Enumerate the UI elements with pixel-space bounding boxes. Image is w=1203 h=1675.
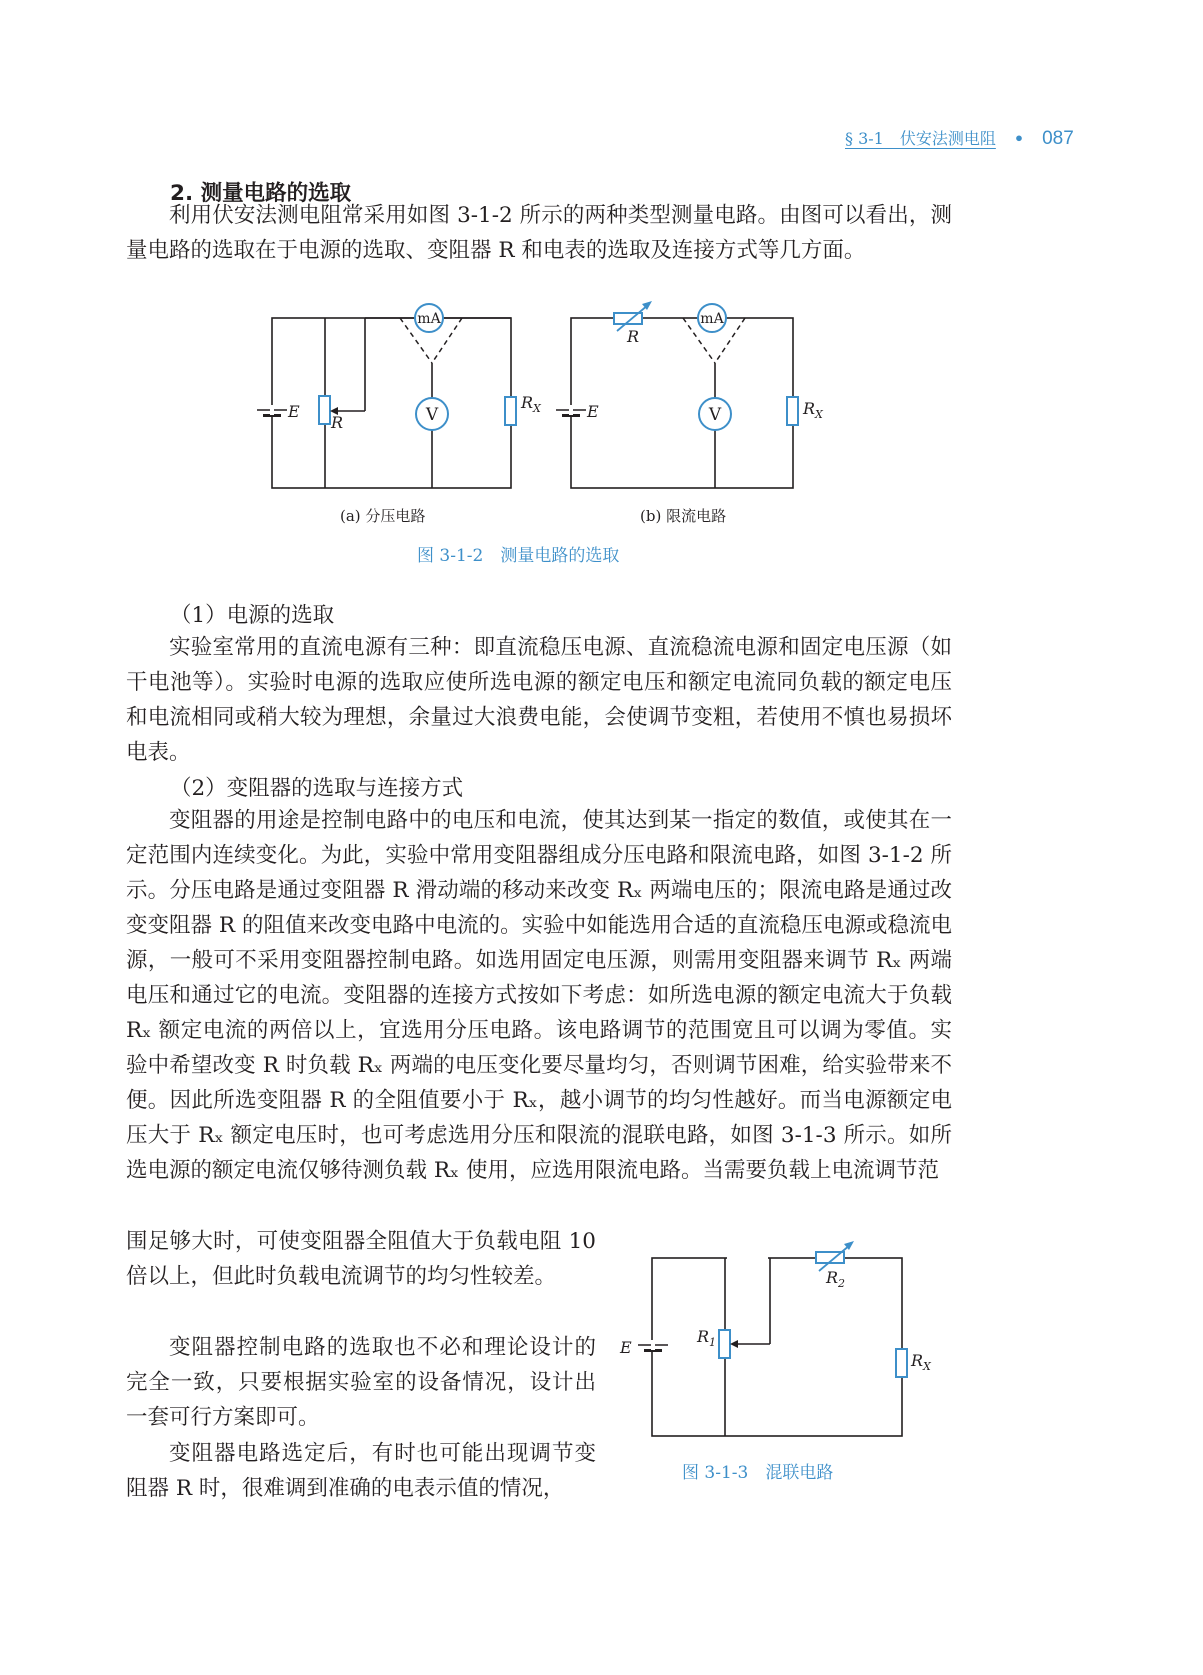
figure-b-subcaption: (b) 限流电路 xyxy=(640,507,727,525)
paragraph-1: 实验室常用的直流电源有三种：即直流稳压电源、直流稳流电源和固定电压源（如干电池等）。实验时电源的选取应使所选电源的额定电压和额定电流同负载的额定电压和电流相同或稍大较为理想，余量过大浪费电能，会使调节变粗，若使用不慎也易损坏电表。 xyxy=(126,635,952,765)
intro-paragraph: 利用伏安法测电阻常采用如图 3-1-2 所示的两种类型测量电路。由图可以看出，测量电路的选取在于电源的选取、变阻器 R 和电表的选取及连接方式等几方面。 xyxy=(126,203,952,263)
circuit-mixed-label-R1: $R_1$ xyxy=(697,1327,717,1349)
circuit-b-label-E: E xyxy=(587,402,599,421)
circuit-mixed-label-E: E xyxy=(620,1338,632,1357)
subheading-power-supply: （1）电源的选取 xyxy=(170,603,335,628)
circuit-mixed-label-Rx: $R_X$ xyxy=(911,1351,931,1373)
circuit-mixed xyxy=(619,1241,932,1436)
figure-3-1-3-caption: 图 3-1-3 混联电路 xyxy=(682,1463,834,1483)
paragraph-1-block xyxy=(126,630,952,770)
circuit-b-milliammeter-label: mA xyxy=(700,311,724,327)
circuit-a-voltage-divider xyxy=(257,304,542,488)
circuit-a-label-E: E xyxy=(288,402,300,421)
circuit-b-label-Rx: $R_X$ xyxy=(803,399,823,421)
circuit-mixed-label-R2: $R_2$ xyxy=(826,1268,846,1290)
paragraph-3: 变阻器控制电路的选取也不必和理论设计的完全一致，只要根据实验室的设备情况，设计出一套可行方案即可。 xyxy=(126,1335,596,1430)
paragraph-2-cont-block xyxy=(126,1224,596,1294)
page-number: 087 xyxy=(1042,128,1074,149)
circuit-b-current-limiting xyxy=(556,301,824,488)
circuit-a-label-Rx: $R_X$ xyxy=(521,393,541,415)
circuit-b-voltmeter-label: V xyxy=(708,405,722,425)
paragraph-2-cont: 围足够大时，可使变阻器全阻值大于负载电阻 10 倍以上，但此时负载电流调节的均匀性较差。 xyxy=(126,1229,596,1289)
circuit-b-label-R: R xyxy=(627,327,640,346)
paragraph-3-block xyxy=(126,1330,596,1435)
paragraph-2-block xyxy=(126,803,952,1188)
header-bullet: • xyxy=(1013,129,1025,148)
circuit-a-voltmeter-label: V xyxy=(425,405,439,425)
figure-3-1-2-caption: 图 3-1-2 测量电路的选取 xyxy=(417,546,620,566)
paragraph-4-block xyxy=(126,1436,596,1506)
paragraph-2: 变阻器的用途是控制电路中的电压和电流，使其达到某一指定的数值，或使其在一定范围内连续变化。为此，实验中常用变阻器组成分压电路和限流电路，如图 3-1-2 所示。分压电路是通过变阻器 R 滑动端的移动来改变 Rₓ 两端电压的；限流电路是通过改变变阻器 R 的阻值来改变电路中电流的。实验中如能选用合适的直流稳压电源或稳流电源，一般可不采用变阻器控制电路。如选用固定电压源，则需用变阻器来调节 Rₓ 两端电压和通过它的电流。变阻器的连接方式按如下考虑：如所选电源的额定电流大于负载 Rₓ 额定电流的两倍以上，宜选用分压电路。该电路调节的范围宽且可以调为零值。实验中希望改变 R 时负载 Rₓ 两端的电压变化要尽量均匀，否则调节困难，给实验带来不便。因此所选变阻器 R 的全阻值要小于 Rₓ，越小调节的均匀性越好。而当电源额定电压大于 Rₓ 额定电压时，也可考虑选用分压和限流的混联电路，如图 3-1-3 所示。如所选电源的额定电流仅够待测负载 Rₓ 使用，应选用限流电路。当需要负载上电流调节范 xyxy=(126,808,952,1183)
section-heading: 2. 测量电路的选取 xyxy=(170,181,352,206)
header-section-title: § 3-1 伏安法测电阻 xyxy=(845,129,996,148)
figure-a-subcaption: (a) 分压电路 xyxy=(340,507,426,525)
paragraph-4: 变阻器电路选定后，有时也可能出现调节变阻器 R 时，很难调到准确的电表示值的情况， xyxy=(126,1441,596,1501)
circuit-a-milliammeter-label: mA xyxy=(417,311,441,327)
subheading-rheostat: （2）变阻器的选取与连接方式 xyxy=(170,776,464,801)
circuit-a-label-R: R xyxy=(331,413,344,432)
